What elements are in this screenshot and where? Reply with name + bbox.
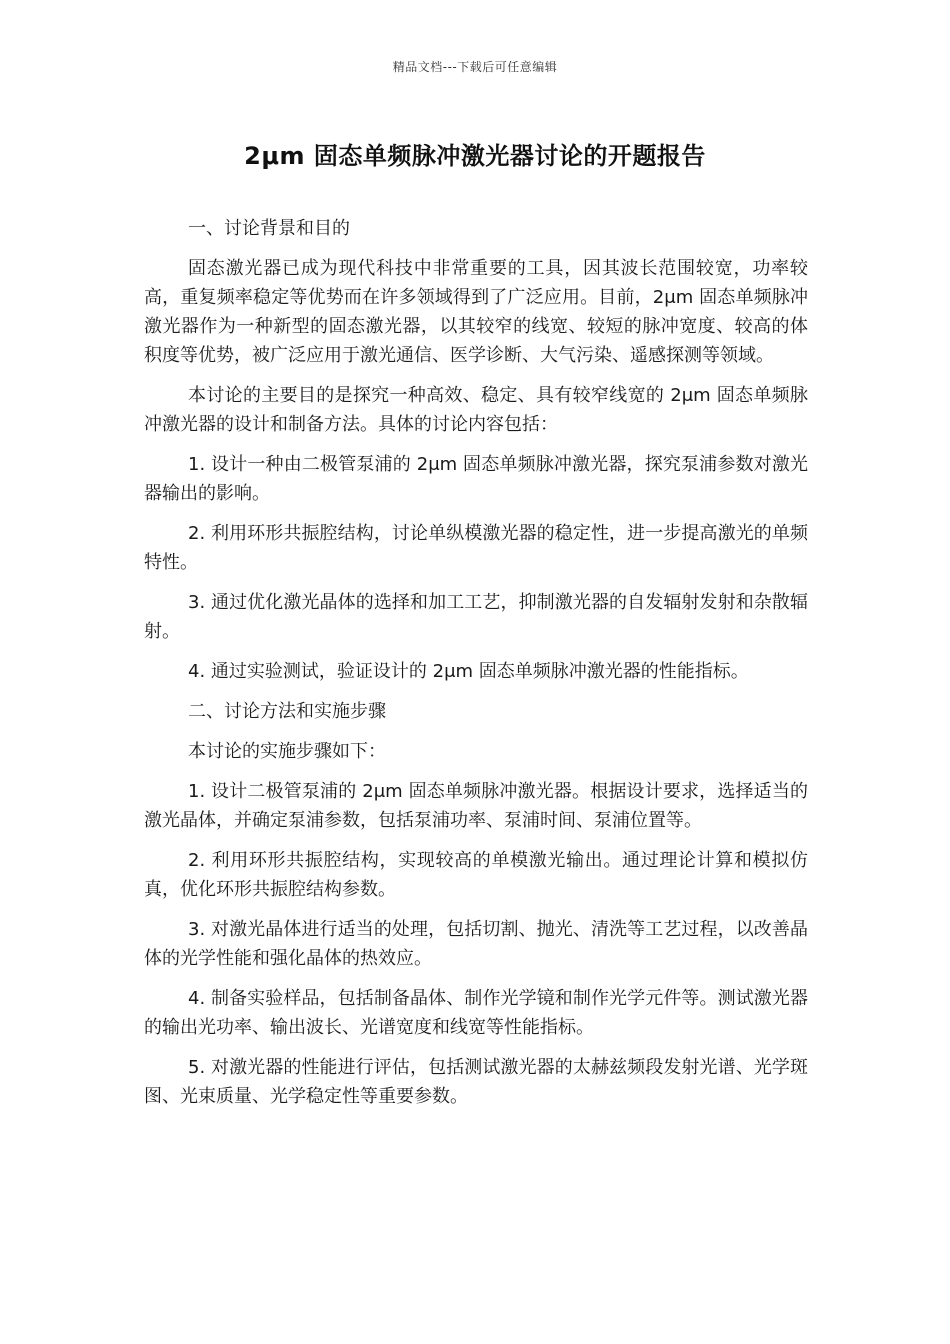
paragraph-steps-intro: 本讨论的实施步骤如下： <box>188 741 386 762</box>
list-item-step-4: 4. 制备实验样品，包括制备晶体、制作光学镜和制作光学元件等。测试激光器的输出光功率、输出波长、光谱宽度和线宽等性能指标。 <box>144 988 808 1038</box>
document-body <box>144 214 808 1122</box>
section-heading-background: 一、讨论背景和目的 <box>188 218 350 239</box>
list-item-step-2: 2. 利用环形共振腔结构，实现较高的单模激光输出。通过理论计算和模拟仿真，优化环形共振腔结构参数。 <box>144 850 808 900</box>
paragraph-background: 固态激光器已成为现代科技中非常重要的工具，因其波长范围较宽，功率较高，重复频率稳定等优势而在许多领域得到了广泛应用。目前，2μm 固态单频脉冲激光器作为一种新型的固态激光器，以其较窄的线宽、较短的脉冲宽度、较高的体积度等优势，被广泛应用于激光通信、医学诊断、大气污染、遥感探测等领域。 <box>144 258 808 366</box>
list-item-goal-1: 1. 设计一种由二极管泵浦的 2μm 固态单频脉冲激光器，探究泵浦参数对激光器输出的影响。 <box>144 454 808 504</box>
list-item-goal-3: 3. 通过优化激光晶体的选择和加工工艺，抑制激光器的自发辐射发射和杂散辐射。 <box>144 592 808 642</box>
list-item-step-5: 5. 对激光器的性能进行评估，包括测试激光器的太赫兹频段发射光谱、光学斑图、光束质量、光学稳定性等重要参数。 <box>144 1057 808 1107</box>
section-heading-methods: 二、讨论方法和实施步骤 <box>188 701 386 722</box>
list-item-step-3: 3. 对激光晶体进行适当的处理，包括切割、抛光、清洗等工艺过程，以改善晶体的光学性能和强化晶体的热效应。 <box>144 919 808 969</box>
paragraph-purpose: 本讨论的主要目的是探究一种高效、稳定、具有较窄线宽的 2μm 固态单频脉冲激光器的设计和制备方法。具体的讨论内容包括： <box>144 385 808 435</box>
list-item-goal-4: 4. 通过实验测试，验证设计的 2μm 固态单频脉冲激光器的性能指标。 <box>188 661 749 682</box>
document-title: 2μm 固态单频脉冲激光器讨论的开题报告 <box>244 142 706 170</box>
list-item-step-1: 1. 设计二极管泵浦的 2μm 固态单频脉冲激光器。根据设计要求，选择适当的激光晶体，并确定泵浦参数，包括泵浦功率、泵浦时间、泵浦位置等。 <box>144 781 808 831</box>
list-item-goal-2: 2. 利用环形共振腔结构，讨论单纵模激光器的稳定性，进一步提高激光的单频特性。 <box>144 523 808 573</box>
header-note: 精品文档---下载后可任意编辑 <box>392 60 558 74</box>
